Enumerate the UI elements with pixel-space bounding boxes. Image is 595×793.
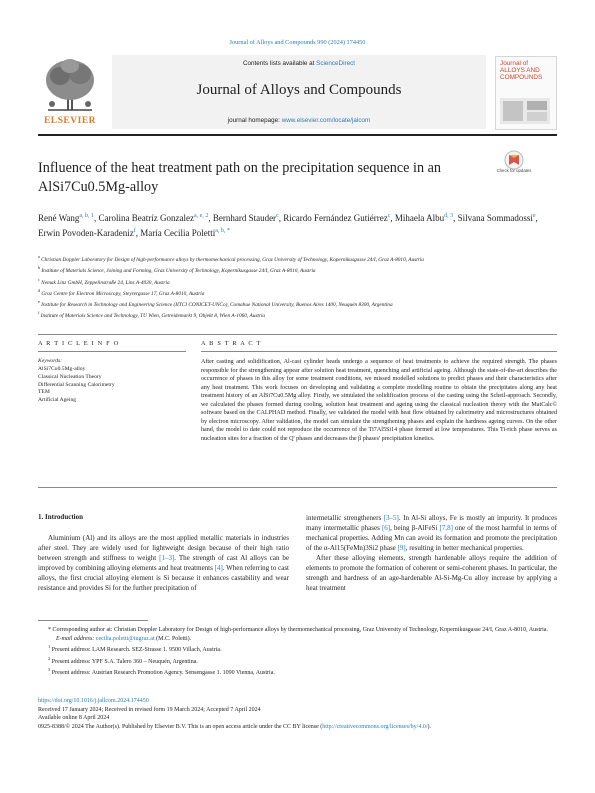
email-suffix: (M.C. Poletti). — [154, 635, 192, 642]
affiliation-item — [38, 264, 557, 275]
citation-link[interactable]: [7,8] — [439, 524, 453, 532]
keyword: TEM — [38, 389, 50, 396]
homepage-line — [112, 117, 486, 124]
footnote-key: 3 — [48, 667, 51, 672]
contents-prefix: Contents lists available at — [242, 60, 317, 67]
author-name[interactable]: Ricardo Fernández Gutiérrez — [283, 213, 388, 223]
license-line — [38, 723, 557, 732]
abstract-heading: A B S T R A C T — [201, 340, 262, 347]
abstract-bottom-rule — [38, 487, 557, 488]
author-affiliation-marker[interactable]: d, 3 — [444, 213, 454, 219]
intro-text: one of the most harmful in terms of mechanical properties. Adding Mn can avoid its formation and promote the precipitation of the α-Al15(FeMn)3Si2 phase — [306, 524, 557, 552]
keyword: Classical Nucleation Theory — [38, 373, 102, 380]
available-online: Available online 8 April 2024 — [38, 715, 110, 721]
present-address — [38, 655, 557, 667]
email-link[interactable]: cecilia.poletti@tugraz.at — [95, 635, 155, 642]
affiliation-key: d — [38, 287, 41, 293]
section-heading: 1. Introduction — [38, 513, 83, 521]
footnote-text: Present address: Austrian Research Promotion Agency. Sensengasse 1. 1090 Vienna, Austria. — [50, 670, 275, 676]
affiliation-key: b — [38, 265, 41, 271]
affiliation-item — [38, 309, 557, 320]
contents-line — [112, 60, 486, 67]
author-name[interactable]: Silvana Sommadossi — [457, 213, 533, 223]
keyword: AlSi7Cu0.5Mg-alloy — [38, 366, 86, 372]
affiliation-item — [38, 287, 557, 298]
cover-graphic — [500, 98, 550, 124]
author-name[interactable]: Carolina Beatríz Gonzalez — [98, 213, 194, 223]
author-affiliation-marker[interactable]: c — [276, 213, 279, 219]
author-name[interactable]: Erwin Povoden-Karadeniz — [38, 227, 134, 238]
intro-paragraph — [306, 513, 557, 553]
present-address-list — [38, 643, 557, 678]
citation-link[interactable]: [6] — [381, 524, 391, 532]
author-name[interactable]: René Wang — [38, 213, 80, 223]
keyword: Artificial Ageing — [38, 397, 77, 404]
footnote-rule — [38, 620, 148, 621]
footnote-text: Present address: YPF S.A. Talero 360 – Neuquén, Argentina. — [50, 658, 198, 665]
author-name[interactable]: Bernhard Stauder — [212, 213, 277, 223]
sciencedirect-link[interactable]: ScienceDirect — [316, 60, 355, 67]
doi-link[interactable]: https://doi.org/10.1016/j.jallcom.2024.174450 — [38, 698, 149, 704]
author-affiliation-marker[interactable]: a, e, 2 — [194, 213, 209, 219]
intro-text: intermetallic strengtheners — [306, 514, 384, 522]
license-link[interactable]: http://creativecommons.org/licenses/by/4.0/ — [322, 723, 428, 730]
intro-paragraph: After these alloying elements, strength hardenable alloys require the addition of elements to promote the formation of coherent or semi-coherent phases. In particular, the strength and hardness of an age-hardenable Al-Si-Mg-Cu alloy increase by applying a heat treatment — [306, 554, 557, 592]
homepage-link[interactable]: www.elsevier.com/locate/jalcom — [281, 117, 371, 124]
header-rule — [38, 134, 557, 136]
author-affiliation-marker[interactable]: a, b, 1 — [79, 213, 95, 219]
abstract-text: After casting and solidification, Al-cast cylinder heads undergo a sequence of heat treatments to achieve the required strength. The phases responsible for the strengthening appear after solution heat treatment, quenching and artificial ageing. Although the state-of-the-art describes the occurrence of phases in this alloy for some treatment conditions, we missed modelled solutions to predict phases and their characteristics after any heat treatment. This work focuses on developing and validating a complete modelling routine to obtain the precipitates along any heat treatment history of an AlSi7Cu0.5Mg alloy. Firstly, we simulated the solidification process of the casting using the Scheil-approach. Secondly, we calculated the phases formed during cooling, solution heat treatment and ageing using the classical nucleation theory with the MatCalc© software based on the CALPHAD method. Finally, we validated the model with heat flow obtained by calorimetry and microstructures obtained by electron microscopy. After validation, the model can simulate the strengthening phases and explain the hardness ageing curves. On the other hand, the model to date could not reproduce the occurrence of the Ti7Al5Si14 phase formed at low temperatures. This Ti-rich phase serves as nucleation sites for a fraction of the Q' phases and decreases the β phases' precipitation kinetics. — [201, 359, 557, 442]
author-affiliation-marker[interactable]: e — [532, 213, 536, 219]
journal-name: Journal of Alloys and Compounds — [196, 82, 402, 98]
intro-text: . In Al-Si alloys, Fe is mostly an impurity. It produces many intermetallic phases — [306, 514, 557, 532]
license-suffix: ). — [427, 723, 431, 730]
affiliation-item — [38, 276, 557, 287]
author-list: René Wang$^{a, b, 1}$, Carolina Beatríz Gonzalez$^{a, e, 2}$, Bernhard Stauder$^c$, Ricardo Fernández Gutiérrez$^c$, Mihaela Albu$^{d, 3}$, Silvana Sommadossi$^e$, Erwin Povoden-Karadeniz$^f$, María Cecilia Poletti$^{a, b, *}$ — [38, 213, 538, 238]
affiliation-item — [38, 253, 557, 264]
article-info-rule — [38, 334, 557, 335]
author-affiliation-marker[interactable]: f — [133, 227, 136, 234]
homepage-prefix: journal homepage: — [227, 117, 282, 124]
received-dates: Received 17 January 2024; Received in revised form 19 March 2024; Accepted 7 April 2024 — [38, 706, 261, 713]
affiliation-text: Institute for Research in Technology and Engineering Science (IITCI CONICET-UNCo), Comahue National University, Buenos Aires 1400, Neuquén 8300, Argentina — [39, 301, 393, 308]
check-for-updates-icon[interactable] — [499, 149, 529, 181]
affiliation-key: a — [38, 254, 40, 259]
affiliation-list — [38, 253, 557, 321]
abstract-subrule — [201, 351, 557, 352]
article-info-subrule — [38, 351, 186, 352]
affiliation-key: c — [38, 276, 40, 282]
author-name[interactable]: Mihaela Albu — [394, 213, 445, 223]
affiliation-text: Christian Doppler Laboratory for Design of high-performance alloys by thermomechanical processing, Graz University of Technology, Kopernikusgasse 24/I, Graz A-8010, Austria — [39, 256, 424, 263]
keyword-list — [38, 366, 115, 405]
affiliation-text: Graz Centre for Electron Microscopy, Steyrergasse 17, Graz A-8010, Austria — [40, 290, 205, 297]
footnote-text: Present address: LAM Research. SEZ-Strasse 1. 9500 Villach, Austria. — [50, 647, 222, 653]
citation-link[interactable]: [4] — [214, 564, 223, 572]
footnote-key: 1 — [48, 644, 51, 649]
email-line — [38, 635, 557, 644]
affiliation-text: Institute of Materials Science and Technology, TU Wien, Getreidemarkt 9, Objekt 8, Wien A-1060, Austria — [39, 313, 266, 320]
author-name[interactable]: María Cecilia Poletti — [140, 227, 216, 238]
footnote-key: 2 — [48, 655, 51, 661]
intro-text: , resulting in better mechanical properties. — [405, 544, 524, 552]
elsevier-wordmark: ELSEVIER — [43, 116, 97, 126]
license-prefix: 0925-8388/© 2024 The Author(s). Published by Elsevier B.V. This is an open access article under the CC BY license ( — [38, 723, 323, 730]
publication-info — [38, 697, 557, 731]
affiliation-text: Nemak Linz GmbH, Zeppelinstraße 24, Linz A-4030, Austria — [39, 279, 170, 286]
affiliation-item — [38, 298, 557, 309]
keyword: Differential Scanning Calorimetry — [38, 381, 115, 388]
intro-text: Aluminium (Al) and its alloys are the most applied metallic materials in industries after steel. They are widely used for lightweight design because of their high ratio between strength and stiffness to weight — [38, 534, 289, 562]
author-affiliation-marker[interactable]: a, b, * — [215, 227, 230, 234]
article-info-heading: A R T I C L E I N F O — [38, 340, 120, 347]
footnotes — [38, 626, 557, 678]
affiliation-key: e — [38, 299, 40, 305]
citation-link[interactable]: [3–5] — [383, 514, 399, 522]
citation-link[interactable]: [1–3] — [159, 554, 175, 562]
keywords-heading: Keywords: — [38, 358, 63, 364]
present-address — [38, 666, 557, 678]
article-title: Influence of the heat treatment path on the precipitation sequence in an AlSi7Cu0.5Mg-alloy — [38, 160, 441, 195]
corresponding-author-note: * Corresponding author at: Christian Doppler Laboratory for Design of high-performance alloys by thermomechanical processing, Graz University of Technology, Kopernikusgasse 24/I, Graz A-8010, Austria. — [48, 627, 548, 633]
check-for-updates-label: Check for updates — [496, 168, 532, 173]
journal-reference[interactable]: Journal of Alloys and Compounds 990 (2024) 174450 — [229, 39, 366, 46]
citation-link[interactable]: [9] — [397, 544, 406, 552]
cover-title: Journal of ALLOYS AND COMPOUNDS — [500, 60, 543, 82]
intro-column-1 — [38, 533, 289, 593]
author-affiliation-marker[interactable]: c — [387, 213, 391, 219]
intro-column-2 — [306, 513, 557, 593]
intro-text: . The strength of cast Al alloys can be improved by combining alloying elements and heat treatments — [38, 554, 289, 572]
intro-text: . When referring to cast alloys, the first crucial alloying element is Si because it enhances castability and wear resistance and provides Si for the further precipitation of — [38, 564, 289, 592]
present-address — [38, 643, 557, 655]
affiliation-text: Institute of Materials Science, Joining and Forming, Graz University of Technology, Kopernikusgasse 24/I, Graz A-8010, Austria — [40, 268, 316, 275]
affiliation-key: f — [38, 310, 40, 316]
intro-text: , being β-AlFeSi — [390, 524, 440, 532]
email-label: E-mail address: — [56, 635, 96, 642]
